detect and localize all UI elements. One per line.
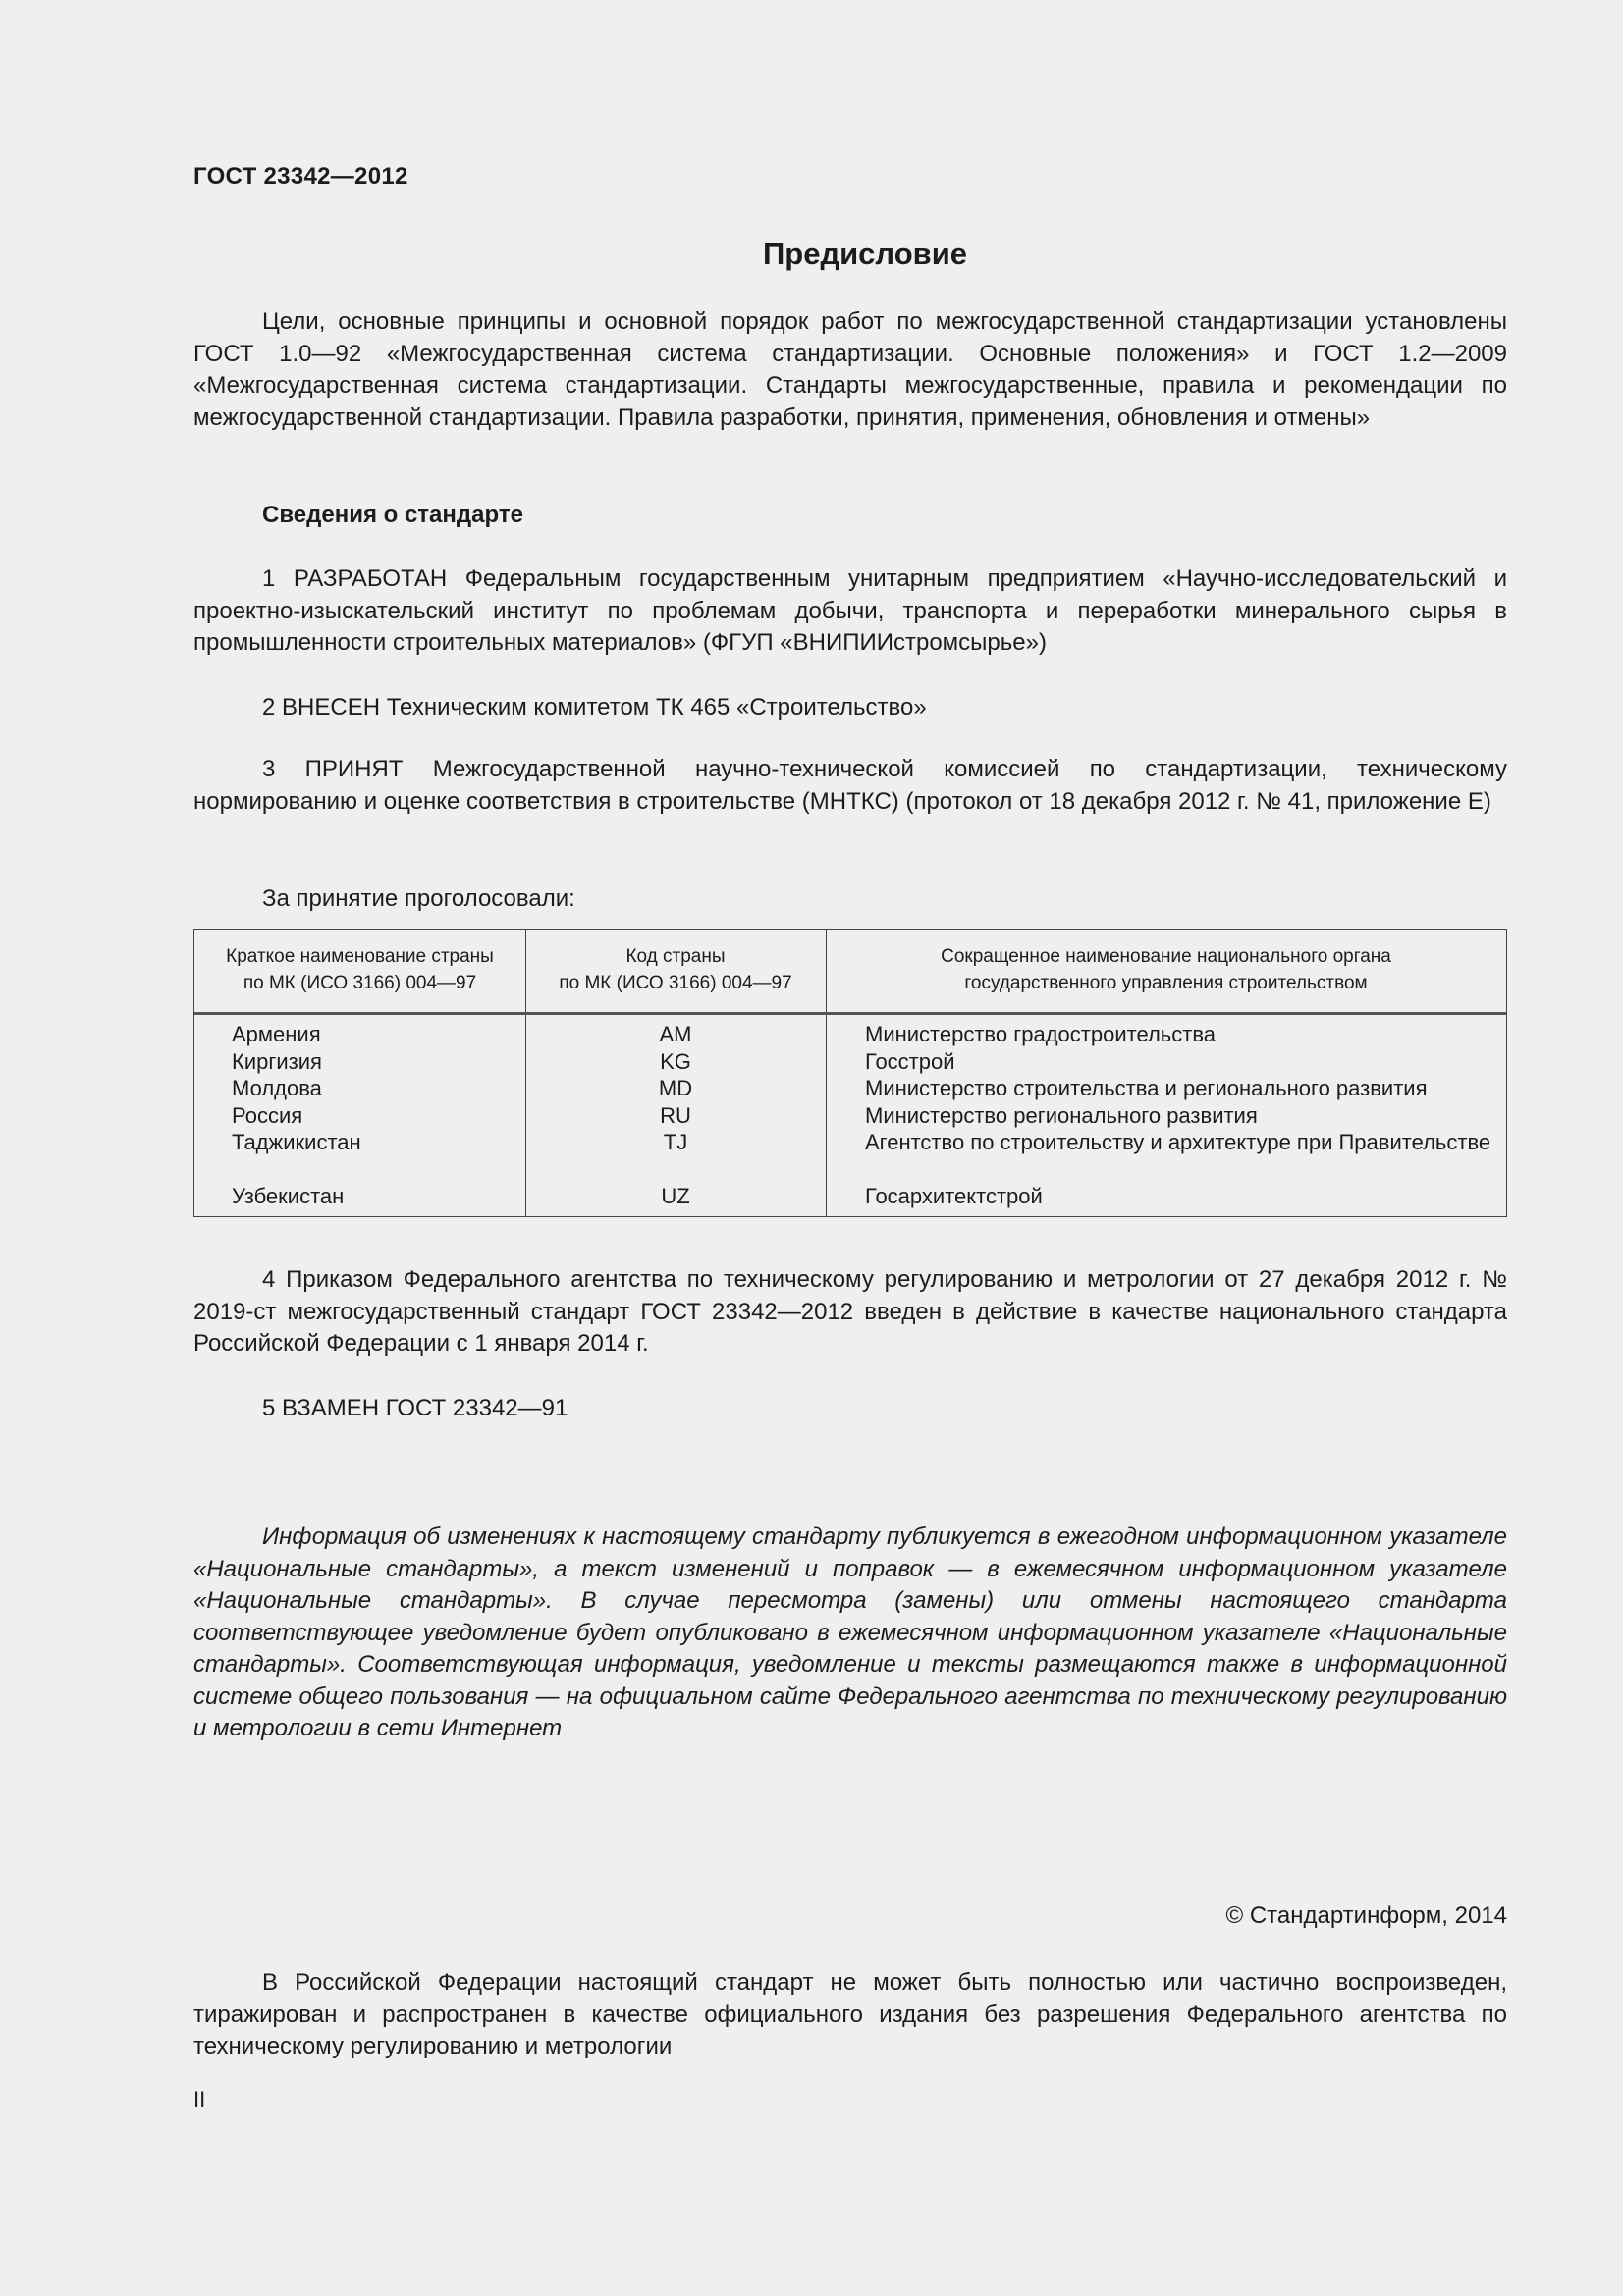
header-line: Сокращенное наименование национального органа: [941, 946, 1391, 967]
section-subtitle: Сведения о стандарте: [262, 502, 523, 528]
table-row: [194, 1075, 1506, 1102]
item-1-developed: 1 РАЗРАБОТАН Федеральным государственным унитарным предприятием «Научно-исследовательский и проектно-изыскательский институт по проблемам добычи, транспорта и переработки минерального сырья в промышленности строительных материалов» (ФГУП «ВНИПИИстромсырье»): [193, 565, 1507, 656]
table-row: [194, 1021, 1506, 1048]
header-line: по МК (ИСО 3166) 004—97: [243, 973, 477, 993]
authority-cell: Госархитектстрой: [865, 1184, 1043, 1208]
voting-table: [193, 929, 1507, 1217]
table-header-code: [525, 943, 826, 996]
country-cell: Узбекистан: [232, 1184, 345, 1208]
page-title: Предисловие: [762, 237, 967, 271]
authority-cell: Агентство по строительству и архитектуре при Правительстве: [865, 1130, 1491, 1154]
page-number: II: [193, 2087, 206, 2111]
table-header-country: [194, 943, 525, 996]
item-2-introduced: 2 ВНЕСЕН Техническим комитетом ТК 465 «Строительство»: [262, 694, 927, 721]
authority-cell: Министерство регионального развития: [865, 1102, 1258, 1128]
code-cell: TJ: [663, 1130, 688, 1154]
voted-label: За принятие проголосовали:: [262, 885, 575, 912]
country-cell: Таджикистан: [232, 1130, 361, 1154]
code-cell: RU: [660, 1102, 691, 1128]
table-header-divider: [194, 1012, 1506, 1015]
country-cell: Армения: [232, 1022, 321, 1046]
authority-cell: Госстрой: [865, 1048, 955, 1074]
country-cell: Россия: [232, 1102, 303, 1128]
table-row: [194, 1129, 1506, 1183]
item-3-adopted: 3 ПРИНЯТ Межгосударственной научно-технической комиссией по стандартизации, техническому нормированию и оценке соответствия в строительстве (МНТКС) (протокол от 18 декабря 2012 г. № 41, приложение Е): [193, 756, 1507, 815]
header-line: Код страны: [625, 946, 726, 967]
document-code: ГОСТ 23342—2012: [193, 163, 408, 189]
copyright-notice: © Стандартинформ, 2014: [1225, 1902, 1507, 1929]
authority-cell: Министерство градостроительства: [865, 1022, 1217, 1046]
item-4-order: 4 Приказом Федерального агентства по техническому регулированию и метрологии от 27 декабря 2012 г. № 2019-ст межгосударственный стандарт ГОСТ 23342—2012 введен в действие в качестве национального стандарта Российской Федерации с 1 января 2014 г.: [193, 1266, 1507, 1357]
changes-info-note: Информация об изменениях к настоящему стандарту публикуется в ежегодном информационном указателе «Национальные стандарты», а текст изменений и поправок — в ежемесячном информационном указателе «Национальные стандарты». В случае пересмотра (замены) или отмены настоящего стандарта соответствующее уведомление будет опубликовано в ежемесячном информационном указателе «Национальные стандарты». Соответствующая информация, уведомление и тексты размещаются также в информационной системе общего пользования — на официальном сайте Федерального агентства по техническому регулированию и метрологии в сети Интернет: [193, 1523, 1507, 1741]
header-line: государственного управления строительством: [964, 973, 1368, 993]
document-page: [193, 0, 1507, 2296]
code-cell: KG: [660, 1048, 691, 1074]
table-row: [194, 1102, 1506, 1130]
header-line: по МК (ИСО 3166) 004—97: [559, 973, 792, 993]
country-cell: Киргизия: [232, 1048, 322, 1074]
country-cell: Молдова: [232, 1076, 322, 1100]
authority-cell: Министерство строительства и регионального развития: [865, 1076, 1428, 1100]
rights-notice: В Российской Федерации настоящий стандарт не может быть полностью или частично воспроизведен, тиражирован и распространен в качестве официального издания без разрешения Федерального агентства по техническому регулированию и метрологии: [193, 1969, 1507, 2059]
item-5-replaces: 5 ВЗАМЕН ГОСТ 23342—91: [262, 1395, 568, 1421]
intro-paragraph: Цели, основные принципы и основной порядок работ по межгосударственной стандартизации установлены ГОСТ 1.0—92 «Межгосударственная система стандартизации. Основные положения» и ГОСТ 1.2—2009 «Межгосударственная система стандартизации. Стандарты межгосударственные, правила и рекомендации по межгосударственной стандартизации. Правила разработки, принятия, применения, обновления и отмены»: [193, 308, 1507, 431]
code-cell: AM: [659, 1022, 692, 1046]
code-cell: UZ: [661, 1184, 690, 1208]
table-header-authority: [826, 943, 1506, 996]
code-cell: MD: [658, 1076, 693, 1100]
table-body: [194, 1021, 1506, 1210]
table-row: [194, 1183, 1506, 1210]
table-row: [194, 1048, 1506, 1076]
header-line: Краткое наименование страны: [226, 946, 494, 967]
